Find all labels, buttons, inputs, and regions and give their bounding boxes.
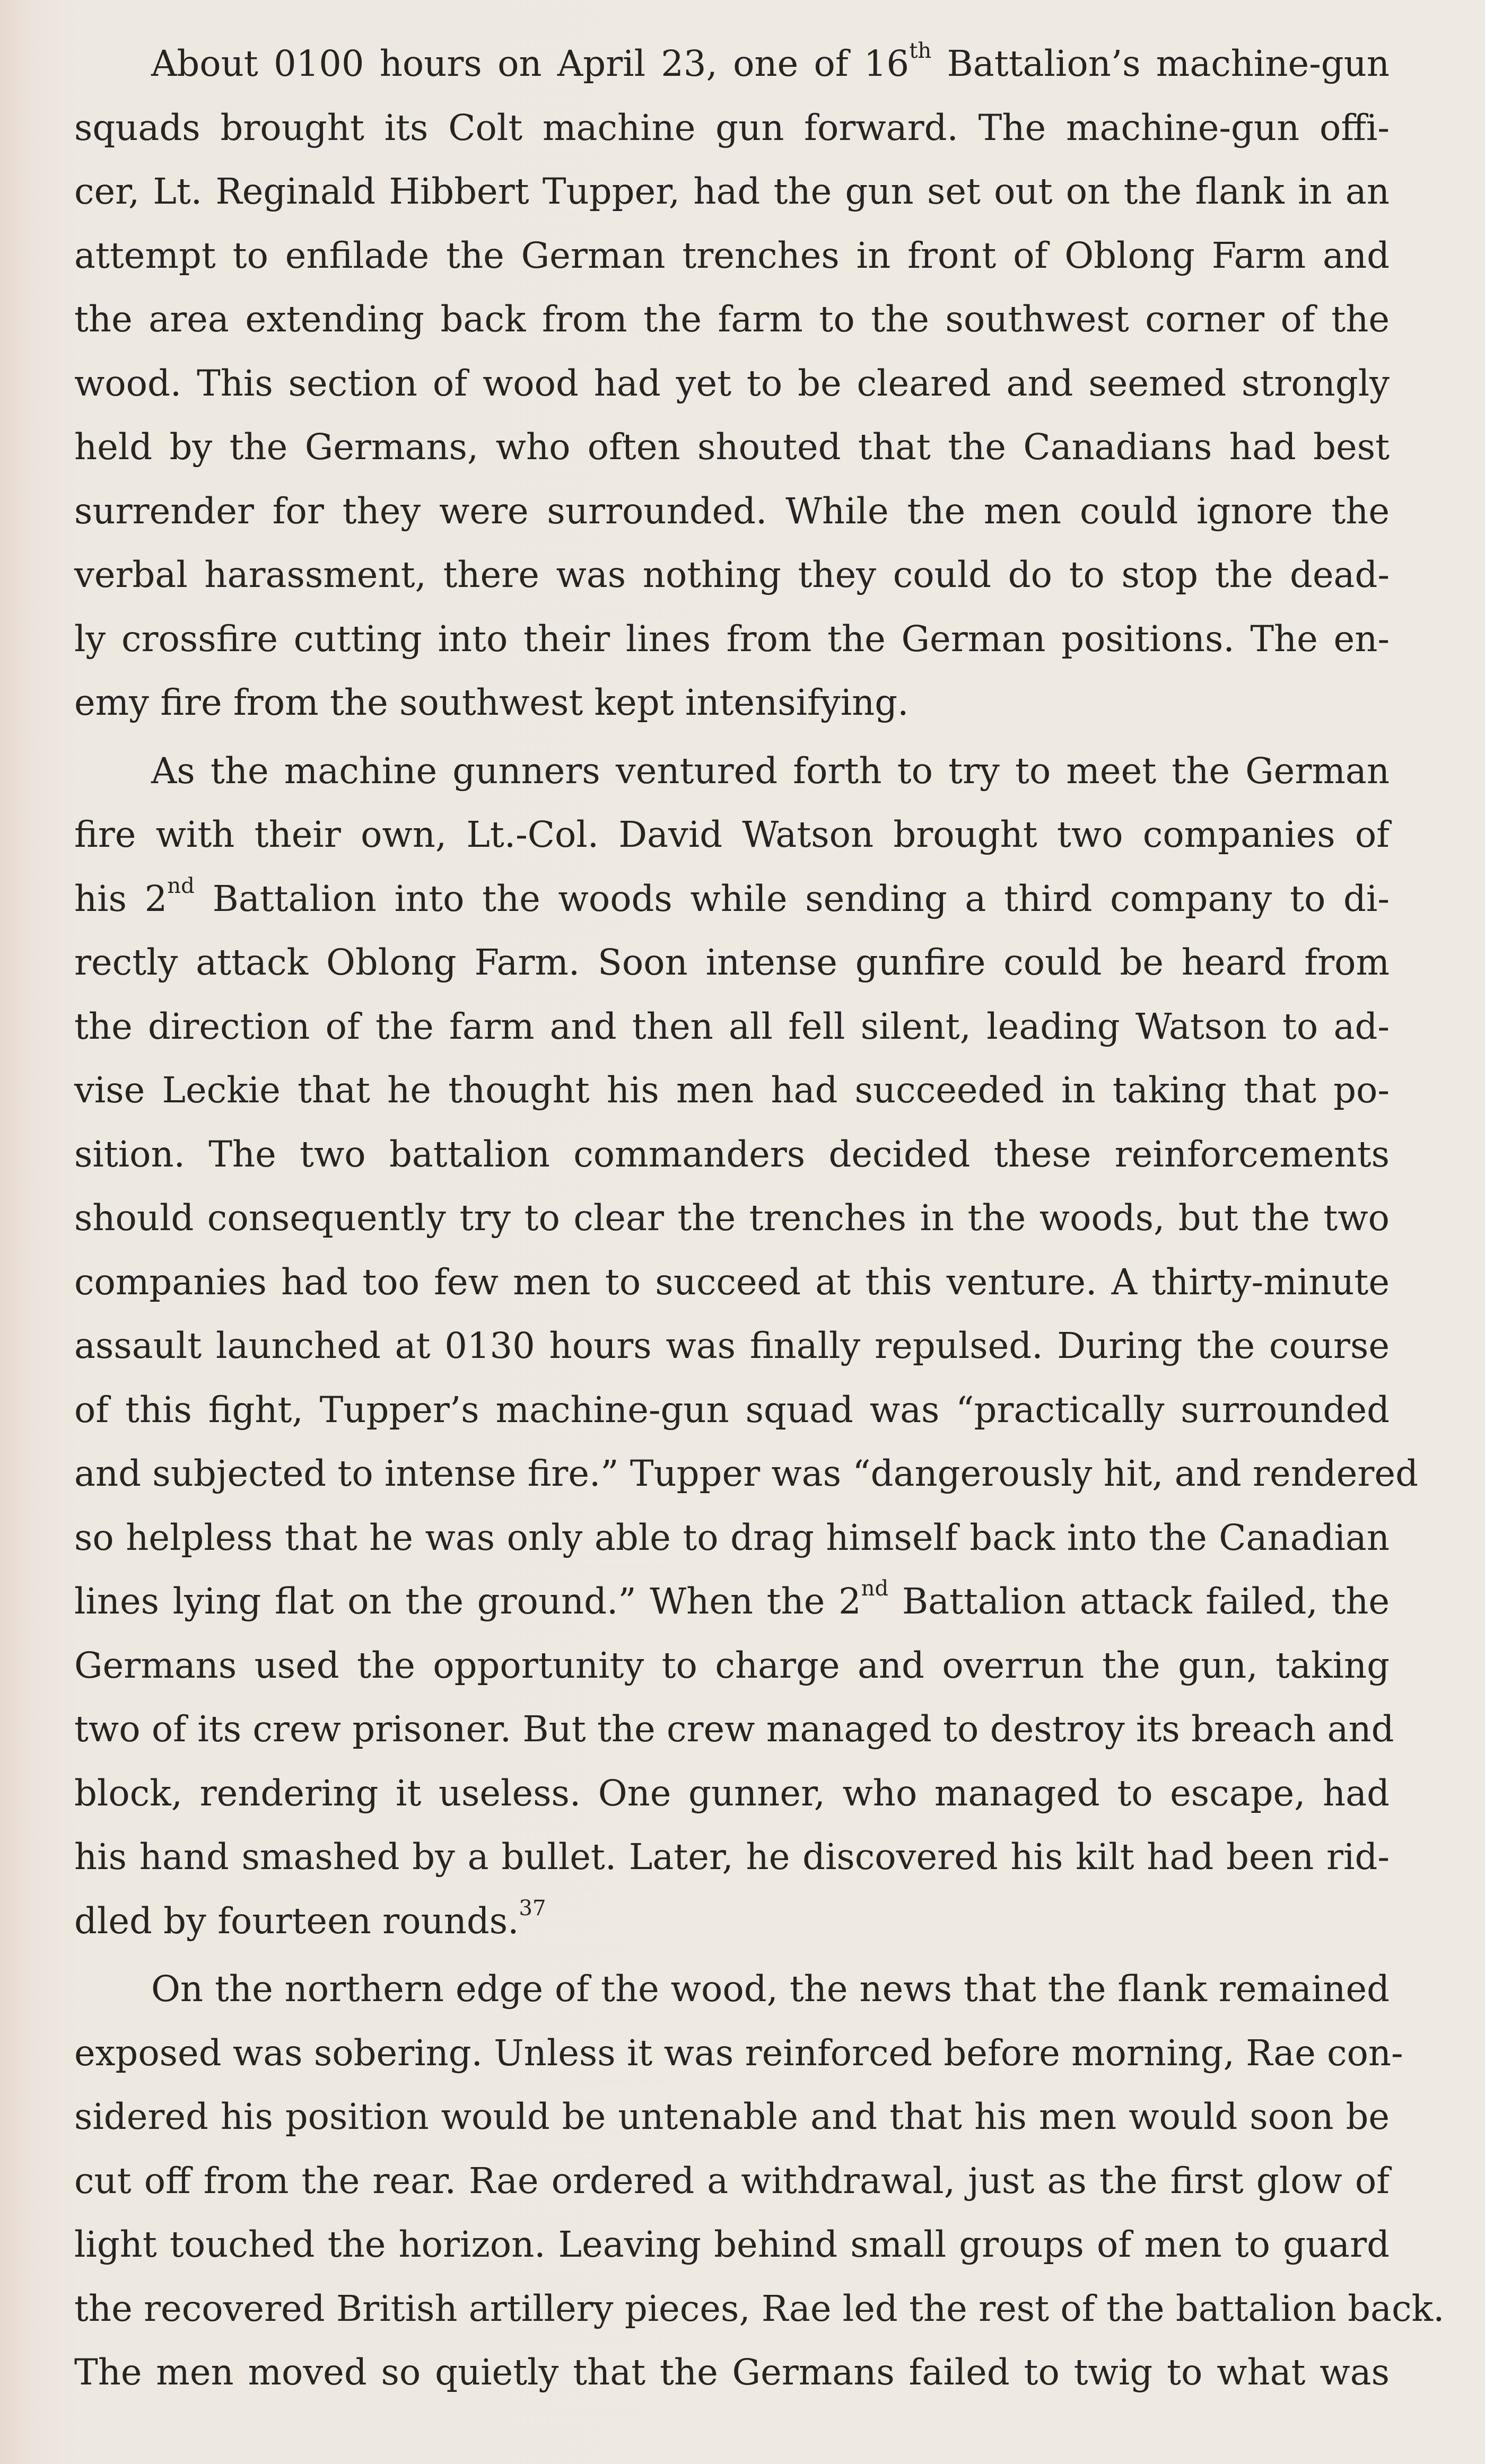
line-text: As the machine gunners ventured forth to try to meet the German bbox=[151, 750, 1390, 792]
line-text: exposed was sobering. Unless it was reinforced before morning, Rae con- bbox=[74, 2032, 1403, 2074]
text-line bbox=[74, 1634, 1390, 1698]
text-line bbox=[74, 160, 1390, 224]
text-line bbox=[74, 543, 1390, 607]
line-text-continued: Battalion’s machine-gun bbox=[931, 43, 1390, 84]
line-text: so helpless that he was only able to drag himself back into the Canadian bbox=[74, 1516, 1390, 1558]
line-text: vise Leckie that he thought his men had succeeded in taking that po- bbox=[74, 1069, 1390, 1111]
text-line bbox=[74, 867, 1390, 931]
text-line bbox=[74, 2213, 1390, 2277]
line-text: wood. This section of wood had yet to be cleared and seemed strongly bbox=[74, 362, 1390, 404]
text-line bbox=[74, 1697, 1394, 1761]
line-text: his 2 bbox=[74, 878, 168, 919]
book-page bbox=[74, 32, 1445, 2409]
line-text-continued: Battalion into the woods while sending a third company to di- bbox=[194, 878, 1390, 919]
paragraph bbox=[74, 1957, 1445, 2405]
text-line bbox=[74, 1250, 1390, 1314]
superscript: nd bbox=[167, 873, 195, 898]
line-text: the direction of the farm and then all fell silent, leading Watson to ad- bbox=[74, 1005, 1390, 1047]
line-text: On the northern edge of the wood, the news that the flank remained bbox=[151, 1968, 1390, 2010]
line-text: fire with their own, Lt.-Col. David Watson brought two companies of bbox=[74, 814, 1390, 855]
line-text: verbal harassment, there was nothing they could do to stop the dead- bbox=[74, 554, 1390, 595]
line-text: rectly attack Oblong Farm. Soon intense gunfire could be heard from bbox=[74, 942, 1390, 983]
text-line bbox=[74, 2021, 1403, 2085]
line-text: assault launched at 0130 hours was finally repulsed. During the course bbox=[74, 1325, 1390, 1366]
line-text: cut off from the rear. Rae ordered a withdrawal, just as the first glow of bbox=[74, 2160, 1390, 2202]
paragraph bbox=[74, 739, 1418, 1953]
text-line bbox=[74, 2149, 1390, 2213]
text-line bbox=[74, 96, 1390, 160]
line-text: dled by fourteen rounds. bbox=[74, 1900, 519, 1942]
text-line bbox=[74, 415, 1390, 479]
line-text: of this fight, Tupper’s machine-gun squad was “practically surrounded bbox=[74, 1389, 1390, 1431]
line-text: About 0100 hours on April 23, one of 16 bbox=[151, 43, 910, 84]
text-line bbox=[74, 1569, 1390, 1634]
text-line bbox=[74, 32, 1390, 96]
text-line bbox=[74, 995, 1390, 1059]
line-text: the recovered British artillery pieces, Rae led the rest of the battalion back. bbox=[74, 2287, 1445, 2329]
line-text: ly crossfire cutting into their lines from the German positions. The en- bbox=[74, 618, 1390, 660]
line-text-continued: Battalion attack failed, the bbox=[888, 1581, 1390, 1622]
text-line bbox=[74, 1506, 1390, 1570]
text-line bbox=[74, 671, 1390, 735]
text-line bbox=[74, 1123, 1390, 1187]
line-text: lines lying flat on the ground.” When the 2 bbox=[74, 1581, 861, 1622]
text-line bbox=[74, 931, 1390, 995]
line-text: cer, Lt. Reginald Hibbert Tupper, had the gun set out on the flank in an bbox=[74, 171, 1390, 212]
text-line bbox=[74, 1889, 1390, 1953]
text-line bbox=[74, 1314, 1390, 1378]
line-text: sidered his position would be untenable and that his men would soon be bbox=[74, 2096, 1390, 2137]
line-text: two of its crew prisoner. But the crew managed to destroy its breach and bbox=[74, 1708, 1394, 1750]
text-line bbox=[74, 287, 1390, 352]
line-text: The men moved so quietly that the Germans failed to twig to what was bbox=[74, 2352, 1390, 2393]
text-line bbox=[74, 803, 1390, 867]
line-text: the area extending back from the farm to the southwest corner of the bbox=[74, 299, 1390, 340]
text-line bbox=[74, 1825, 1390, 1889]
text-line bbox=[74, 1378, 1390, 1442]
text-line bbox=[74, 2085, 1390, 2149]
line-text: attempt to enfilade the German trenches in front of Oblong Farm and bbox=[74, 234, 1390, 276]
line-text: block, rendering it useless. One gunner, who managed to escape, had bbox=[74, 1772, 1390, 1814]
text-line bbox=[74, 2277, 1445, 2341]
line-text: Germans used the opportunity to charge and overrun the gun, taking bbox=[74, 1644, 1390, 1686]
line-text: sition. The two battalion commanders decided these reinforcements bbox=[74, 1133, 1390, 1175]
text-line bbox=[74, 1761, 1390, 1826]
line-text: his hand smashed by a bullet. Later, he discovered his kilt had been rid- bbox=[74, 1836, 1390, 1878]
line-text: held by the Germans, who often shouted that the Canadians had best bbox=[74, 426, 1390, 468]
superscript: 37 bbox=[519, 1896, 546, 1921]
text-line bbox=[74, 352, 1390, 416]
text-line bbox=[74, 479, 1390, 543]
line-text: emy fire from the southwest kept intensifying. bbox=[74, 682, 909, 723]
text-line bbox=[74, 1186, 1390, 1250]
line-text: should consequently try to clear the trenches in the woods, but the two bbox=[74, 1197, 1390, 1239]
superscript: nd bbox=[861, 1576, 889, 1601]
line-text: companies had too few men to succeed at this venture. A thirty-minute bbox=[74, 1261, 1390, 1303]
line-text: squads brought its Colt machine gun forward. The machine-gun offi- bbox=[74, 107, 1390, 148]
line-text: light touched the horizon. Leaving behind small groups of men to guard bbox=[74, 2224, 1390, 2265]
line-text: surrender for they were surrounded. While the men could ignore the bbox=[74, 490, 1390, 532]
text-line bbox=[74, 607, 1390, 671]
text-line bbox=[74, 224, 1390, 288]
line-text: and subjected to intense fire.” Tupper was “dangerously hit, and rendered bbox=[74, 1453, 1418, 1494]
text-line bbox=[74, 739, 1390, 803]
paragraph bbox=[74, 32, 1390, 735]
text-line bbox=[74, 2340, 1390, 2405]
text-line bbox=[74, 1058, 1390, 1123]
text-line bbox=[74, 1442, 1418, 1506]
text-line bbox=[74, 1957, 1390, 2021]
superscript: th bbox=[909, 38, 932, 63]
